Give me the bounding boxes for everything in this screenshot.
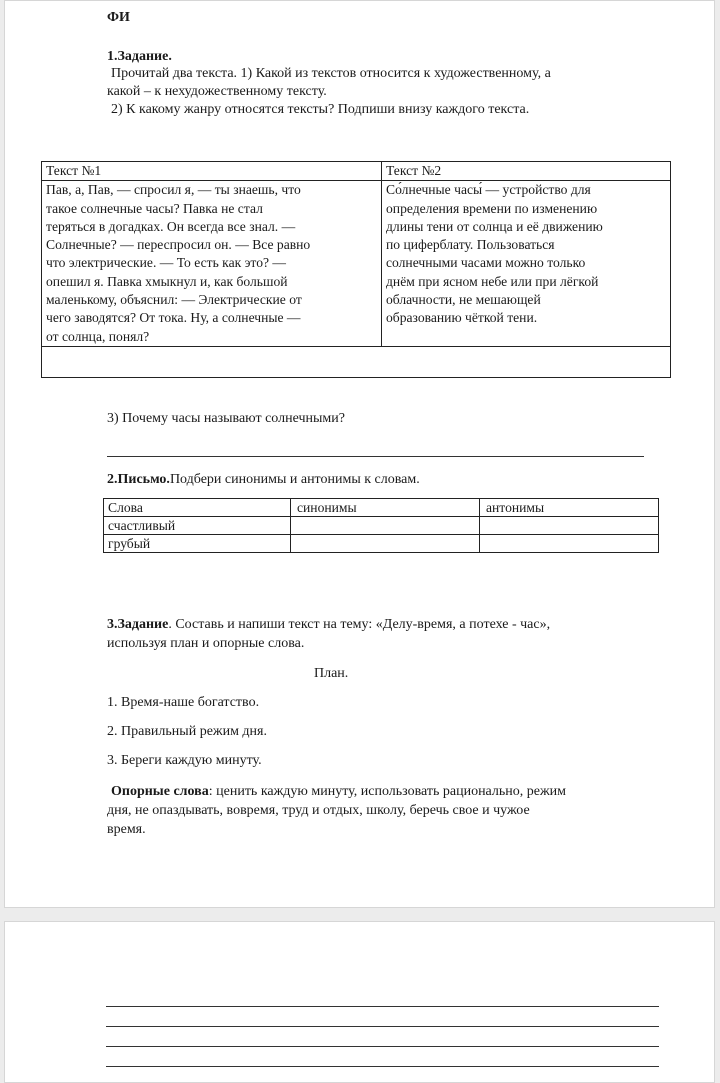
synonyms-table [103, 498, 659, 553]
text1-line: такое солнечные часы? Павка не стал [46, 200, 263, 216]
keywords-line2: дня, не опаздывать, вовремя, труд и отдых, школу, беречь свое и чужое [107, 803, 530, 818]
text1-line: Пав, а, Пав, — спросил я, — ты знаешь, что [46, 182, 301, 198]
text2-line: Со́лнечные часы́ — устройство для [386, 182, 591, 198]
task1-question2: 2) К какому жанру относятся тексты? Подпиши внизу каждого текста. [111, 102, 530, 117]
text2-line: по циферблату. Пользоваться [386, 237, 555, 253]
keywords-label: Опорные слова [111, 784, 209, 799]
text2-line: днём при ясном небе или при лёгкой [386, 273, 599, 289]
answer-line[interactable] [107, 456, 644, 457]
text2-cell [382, 181, 671, 347]
text1-line: опешил я. Павка хмыкнул и, как большой [46, 273, 288, 289]
text2-line: определения времени по изменению [386, 200, 598, 216]
text1-line: теряться в догадках. Он всегда все знал. — [46, 218, 296, 234]
task2-text: Подбери синонимы и антонимы к словам. [169, 472, 420, 487]
keywords-line3: время. [107, 822, 146, 837]
text2-line: облачности, не мешающей [386, 292, 541, 308]
task1-question3: 3) Почему часы называют солнечными? [107, 411, 345, 426]
plan-item: 2. Правильный режим дня. [107, 724, 267, 739]
task1-instruction-line2: какой – к нехудожественному тексту. [107, 84, 327, 99]
task3-title: 3.Задание [107, 617, 169, 632]
synonym-input-cell[interactable] [291, 535, 480, 553]
task1-title: 1.Задание. [107, 49, 172, 64]
genre-answer-cell[interactable] [42, 346, 671, 377]
document-page-2 [4, 921, 715, 1083]
text1-header: Текст №1 [42, 162, 382, 181]
task2-title: 2.Письмо. [107, 472, 170, 487]
writing-line[interactable] [106, 1046, 659, 1047]
plan-item: 3. Береги каждую минуту. [107, 753, 262, 768]
synonym-input-cell[interactable] [291, 517, 480, 535]
writing-line[interactable] [106, 1066, 659, 1067]
keywords-text: : ценить каждую минуту, использовать рационально, режим [208, 784, 566, 799]
text2-line: образованию чёткой тени. [386, 310, 538, 326]
writing-line[interactable] [106, 1006, 659, 1007]
text1-line: маленькому, объяснил: — Электрические от [46, 292, 302, 308]
document-page-1 [4, 0, 715, 908]
task1-instruction-line1: Прочитай два текста. 1) Какой из текстов относится к художественному, а [111, 66, 551, 81]
writing-line[interactable] [106, 1026, 659, 1027]
col-header-words: Слова [104, 499, 291, 517]
word-cell: грубый [104, 535, 291, 553]
name-field-label: ФИ [107, 10, 130, 25]
word-cell: счастливый [104, 517, 291, 535]
antonym-input-cell[interactable] [480, 535, 659, 553]
antonym-input-cell[interactable] [480, 517, 659, 535]
text2-header: Текст №2 [382, 162, 671, 181]
texts-table [41, 161, 671, 378]
text1-cell [42, 181, 382, 347]
task3-text: . Составь и напиши текст на тему: «Делу-время, а потехе - час», [168, 617, 551, 632]
text1-line: что электрические. — То есть как это? — [46, 255, 287, 271]
task2-instruction [107, 471, 420, 489]
col-header-synonyms: синонимы [291, 499, 480, 517]
plan-title: План. [314, 666, 349, 681]
text2-line: солнечными часами можно только [386, 255, 586, 271]
plan-item: 1. Время-наше богатство. [107, 695, 260, 710]
task3-instruction-line2: используя план и опорные слова. [107, 636, 305, 651]
col-header-antonyms: антонимы [480, 499, 659, 517]
task3-instruction-line1 [107, 616, 550, 634]
text1-line: Солнечные? — переспросил он. — Все равно [46, 237, 311, 253]
text2-line: длины тени от солнца и её движению [386, 218, 603, 234]
text1-line: чего заводятся? От тока. Ну, а солнечные — [46, 310, 301, 326]
text1-line: от солнца, понял? [46, 328, 150, 344]
keywords-line1 [111, 783, 566, 801]
